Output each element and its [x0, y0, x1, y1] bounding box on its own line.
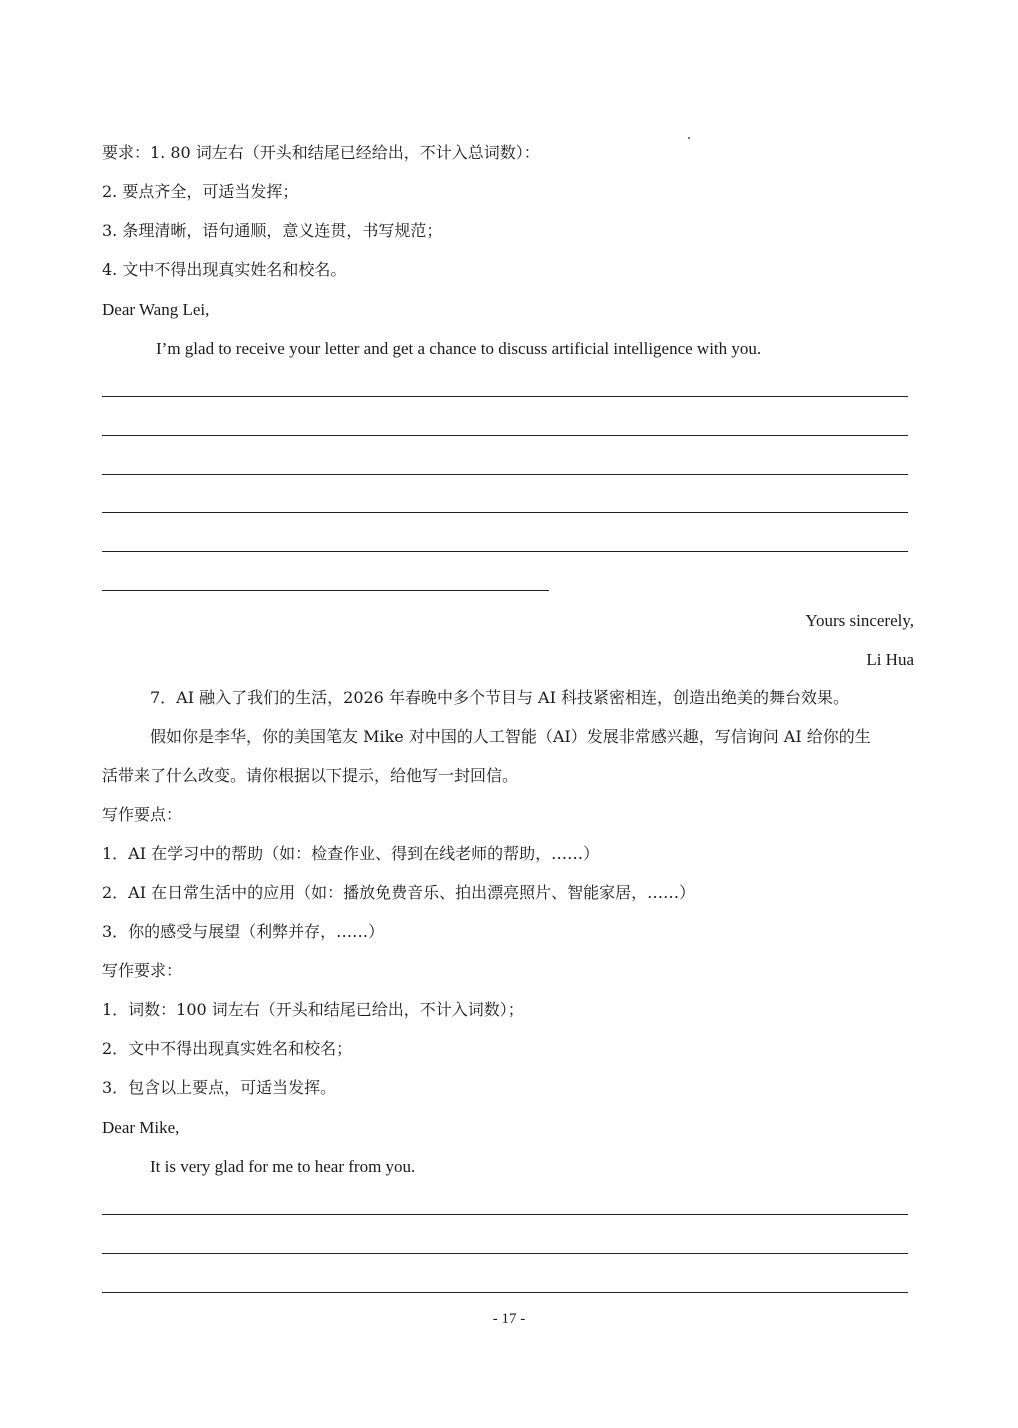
- letter-opening: I’m glad to receive your letter and get a chance to discuss artificial intelligence with you.: [156, 339, 762, 358]
- writing-line[interactable]: [102, 512, 908, 513]
- requirement-line: 3．包含以上要点，可适当发挥。: [102, 1078, 337, 1097]
- point-item: 1．AI 在学习中的帮助（如：检查作业、得到在线老师的帮助，……）: [102, 844, 600, 863]
- point-item: 3．你的感受与展望（利弊并存，……）: [102, 922, 385, 941]
- writing-line[interactable]: [102, 396, 908, 397]
- points-heading: 写作要点：: [102, 805, 183, 824]
- scan-speck: [688, 137, 690, 139]
- writing-line[interactable]: [102, 551, 908, 552]
- writing-line[interactable]: [102, 474, 908, 475]
- requirement-line: 要求：1. 80 词左右（开头和结尾已经给出，不计入总词数）：: [102, 143, 540, 162]
- scenario-text: 活带来了什么改变。请你根据以下提示，给他写一封回信。: [102, 766, 519, 785]
- letter-signature: Li Hua: [866, 650, 914, 669]
- writing-line[interactable]: [102, 1292, 908, 1293]
- letter-closing: Yours sincerely,: [805, 611, 914, 630]
- requirement-line: 3. 条理清晰，语句通顺，意义连贯，书写规范；: [102, 221, 443, 240]
- requirements-heading: 写作要求：: [102, 961, 183, 980]
- writing-line[interactable]: [102, 1214, 908, 1215]
- writing-line[interactable]: [102, 1253, 908, 1254]
- page-number: - 17 -: [492, 1311, 526, 1327]
- writing-line[interactable]: [102, 590, 549, 591]
- question-intro: 7．AI 融入了我们的生活，2026 年春晚中多个节目与 AI 科技紧密相连，创造出绝美的舞台效果。: [150, 688, 849, 707]
- letter-opening: It is very glad for me to hear from you.: [150, 1157, 416, 1176]
- requirement-line: 2. 要点齐全，可适当发挥；: [102, 182, 299, 201]
- requirement-line: 1．词数：100 词左右（开头和结尾已给出，不计入词数）；: [102, 1000, 524, 1019]
- requirement-line: 2．文中不得出现真实姓名和校名；: [102, 1039, 353, 1058]
- scenario-text: 假如你是李华，你的美国笔友 Mike 对中国的人工智能（AI）发展非常感兴趣，写信询问 AI 给你的生: [150, 727, 871, 746]
- requirement-line: 4. 文中不得出现真实姓名和校名。: [102, 260, 347, 279]
- point-item: 2．AI 在日常生活中的应用（如：播放免费音乐、拍出漂亮照片、智能家居，……）: [102, 883, 696, 902]
- writing-line[interactable]: [102, 435, 908, 436]
- letter-greeting: Dear Wang Lei,: [102, 300, 210, 319]
- letter-greeting: Dear Mike,: [102, 1118, 180, 1137]
